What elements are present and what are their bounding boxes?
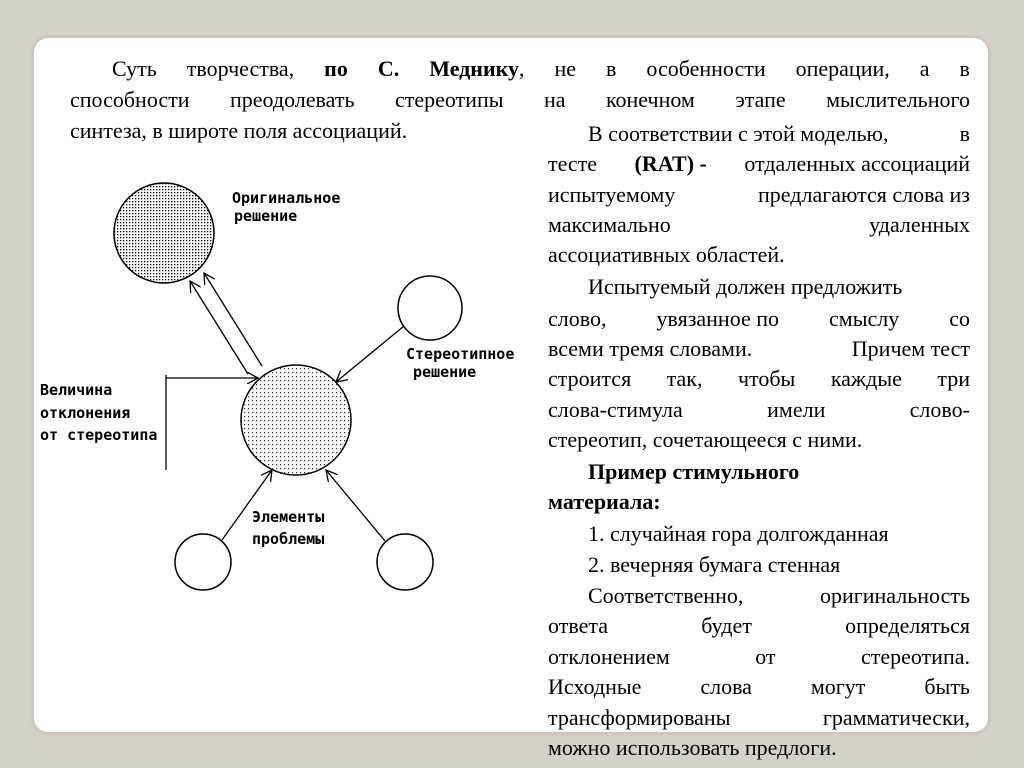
p1-line-1: В соответствии с этой моделью, в — [588, 121, 970, 146]
stereotype-solution-circle — [398, 276, 462, 340]
intro-line-2: способности преодолевать стереотипы на конечном этапе мыслительного — [70, 87, 970, 112]
deviation-label-2: отклонения — [40, 404, 131, 422]
p2-line-3: всеми тремя словами. Причем тест — [548, 336, 970, 361]
deviation-label-1: Величина — [40, 381, 113, 399]
element-circle-left — [175, 534, 231, 590]
p3-line-1: Соответственно, оригинальность — [588, 583, 970, 608]
example-2: 2. вечерняя бумага стенная — [588, 552, 841, 577]
element-circle-right — [377, 534, 433, 590]
original-solution-circle — [114, 183, 214, 283]
example-heading-1: Пример стимульного — [588, 459, 800, 484]
p2-line-1: Испытуемый должен предложить — [588, 274, 903, 299]
original-label-1: Оригинальное — [232, 189, 341, 207]
stereotype-label-2: решение — [413, 363, 477, 381]
p3-line-2: ответа будет определяться — [548, 613, 970, 638]
original-label-2: решение — [234, 207, 298, 225]
elements-label-1: Элементы — [252, 508, 325, 526]
p3-line-5: трансформированы грамматически, — [548, 705, 970, 730]
p3-line-3: отклонением от стереотипа. — [548, 644, 970, 669]
p2-line-2: слово, увязанное по смыслу со — [548, 306, 970, 331]
stereotype-label-1: Стереотипное — [406, 345, 515, 363]
arrow-to-original-2 — [204, 273, 262, 366]
arrow-stereotype-to-center — [336, 326, 404, 382]
p2-line-4: строится так, чтобы каждые три — [548, 366, 970, 391]
p2-line-6: стереотип, сочетающееся с ними. — [548, 427, 863, 452]
p1-line-4: максимально удаленных — [548, 212, 970, 237]
association-diagram — [0, 0, 560, 640]
p3-line-6: можно использовать предлоги. — [548, 735, 837, 760]
example-1: 1. случайная гора долгожданная — [588, 521, 889, 546]
p1-line-2: тесте (RAT) - отдаленных ассоциаций — [548, 151, 970, 176]
intro-line-3: синтеза, в широте поля ассоциаций. — [70, 118, 408, 143]
deviation-label-3: от стереотипа — [40, 426, 158, 444]
p3-line-4: Исходные слова могут быть — [548, 674, 970, 699]
p1-line-3: испытуемому предлагаются слова из — [548, 182, 970, 207]
example-heading-2: материала: — [548, 489, 661, 514]
arrow-to-original-1 — [190, 281, 248, 374]
arrow-element-right — [326, 470, 385, 541]
central-circle — [241, 365, 351, 475]
elements-label-2: проблемы — [252, 530, 325, 548]
p2-line-5: слова-стимула имели слово- — [548, 397, 970, 422]
p1-line-5: ассоциативных областей. — [548, 242, 785, 267]
intro-line-1: Суть творчества, по С. Меднику, не в особенности операции, а в — [112, 56, 970, 81]
